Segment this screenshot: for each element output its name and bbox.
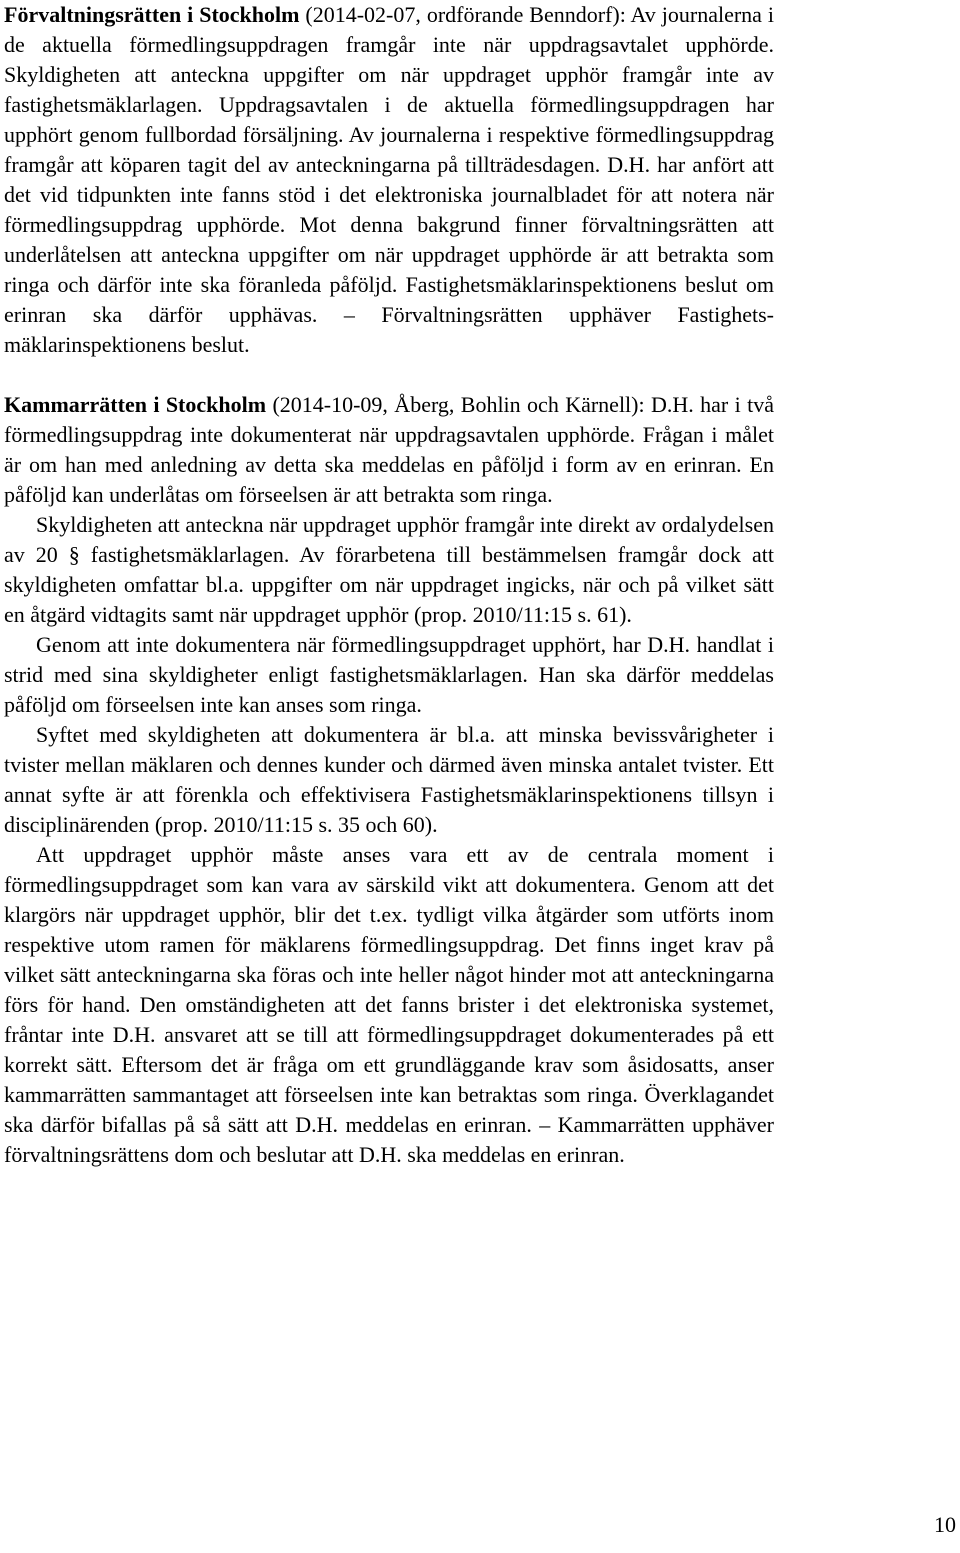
paragraph-text: (2014-10-09, Åberg, Bohlin och Kärnell): D.H. har i två förmedlingsuppdrag inte dokumenterat när uppdragsavtalen upphörde. Frågan i målet är om han med anledning av detta ska meddelas en påföljd i form av en erinran. En påföljd kan underlåtas om förseelsen är att betrakta som ringa. [4,392,774,507]
paragraph: Syftet med skyldigheten att dokumentera är bl.a. att minska bevissvårigheter i tvister mellan mäklaren och dennes kunder och därmed även minska antalet tvister. Ett annat syfte är att förenkla och effektivisera Fastighetsmäklarinspektionens tillsyn i disciplinärenden (prop. 2010/11:15 s. 35 och 60). [4,722,774,837]
paragraph: Att uppdraget upphör måste anses vara ett av de centrala moment i förmedlingsuppdraget som kan vara av särskild vikt att dokumentera. Genom att det klargörs när uppdraget upphör, blir det t.ex. tydligt vilka åtgärder som utförts inom respektive utom ramen för mäklarens förmedlingsuppdrag. Det finns inget krav på vilket sätt anteckningarna ska föras och inte heller något hinder mot att anteckningarna förs för hand. Den omständigheten att det fanns brister i det elektroniska systemet, fråntar inte D.H. ansvaret att se till att förmedlingsuppdraget dokumenterades på ett korrekt sätt. Eftersom det är fråga om ett grundläggande krav som åsidosatts, anser kammarrätten sammantaget att förseelsen inte kan betraktas som ringa. Överklagandet ska därför bifallas på så sätt att D.H. meddelas en erinran. – Kammarrätten upphäver förvaltningsrättens dom och beslutar att D.H. ska meddelas en erinran. [4,842,774,1167]
section-kammarratten [4,390,774,510]
section-forvaltningsratten [4,0,774,360]
paragraph-text: (2014-02-07, ordförande Benndorf): Av journalerna i de aktuella förmedlingsuppdragen framgår inte när uppdragsavtalet upphörde. Skyldigheten att anteckna uppgifter om när uppdraget upphör framgår inte av fastighetsmäklarlagen. Uppdragsavtalen i de aktuella förmedlingsuppdragen har upphört genom fullbordad försäljning. Av journalerna i respektive förmedlingsuppdrag framgår att köparen tagit del av anteckningarna på tillträdesdagen. D.H. har anfört att det vid tidpunkten inte fanns stöd i det elektroniska journalbladet för att notera när förmedlingsuppdrag upphörde. Mot denna bakgrund finner förvaltningsrätten att underlåtelsen att anteckna uppgifter om när uppdraget upphörde är att betrakta som ringa och därför inte ska föranleda påföljd. Fastighetsmäklarinspektionens beslut om erinran ska därför upphävas. – Förvaltningsrätten upphäver Fastighetsmäklarinspektionens beslut. [4,2,774,357]
page-number: 10 [934,1512,956,1537]
court-name: Kammarrätten i Stockholm [4,392,267,417]
document-page [4,0,774,1170]
paragraph: Skyldigheten att anteckna när uppdraget upphör framgår inte direkt av ordalydelsen av 20 § fastighetsmäklarlagen. Av förarbetena till bestämmelsen framgår dock att skyldigheten omfattar bl.a. uppgifter om när uppdraget ingicks, när och på vilket sätt en åtgärd vidtagits samt när uppdraget upphör (prop. 2010/11:15 s. 61). [4,512,774,627]
paragraph: Genom att inte dokumentera när förmedlingsuppdraget upphört, har D.H. handlat i strid med sina skyldigheter enligt fastighetsmäklarlagen. Han ska därför meddelas påföljd om förseelsen inte kan anses som ringa. [4,632,774,717]
court-name: Förvaltningsrätten i Stockholm [4,2,300,27]
